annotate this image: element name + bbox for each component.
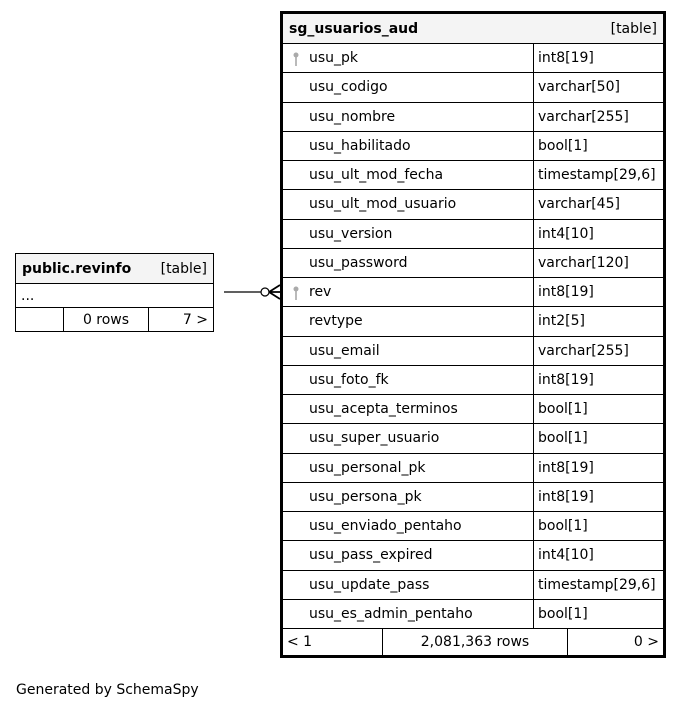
column-type: varchar[255] — [538, 108, 629, 125]
column-type: varchar[50] — [538, 79, 620, 96]
column-type: bool[1] — [538, 605, 588, 622]
table-row[interactable] — [283, 190, 663, 219]
table-row[interactable] — [283, 337, 663, 366]
column-name-cell — [283, 424, 534, 452]
column-name-cell — [283, 541, 534, 569]
column-name: usu_enviado_pentaho — [309, 518, 462, 535]
column-name-cell — [283, 190, 534, 218]
column-type: varchar[120] — [538, 254, 629, 271]
column-name-cell — [283, 73, 534, 101]
table-row[interactable] — [283, 220, 663, 249]
table-row[interactable] — [283, 132, 663, 161]
table-row[interactable] — [283, 424, 663, 453]
column-name-cell — [283, 249, 534, 277]
column-name: usu_update_pass — [309, 576, 430, 593]
column-name-cell — [283, 454, 534, 482]
column-type: varchar[45] — [538, 196, 620, 213]
column-name: rev — [309, 284, 332, 301]
table-public-revinfo[interactable] — [15, 253, 214, 332]
column-name-cell — [283, 278, 534, 306]
table-row[interactable] — [283, 571, 663, 600]
column-type: bool[1] — [538, 401, 588, 418]
column-type: int8[19] — [538, 488, 594, 505]
column-type: int8[19] — [538, 284, 594, 301]
table-row[interactable] — [283, 103, 663, 132]
column-name-cell — [283, 600, 534, 628]
key-icon — [293, 52, 299, 66]
column-name: usu_habilitado — [309, 137, 411, 154]
column-name: usu_foto_fk — [309, 371, 389, 388]
column-name-cell — [283, 132, 534, 160]
crows-foot-icon — [269, 285, 280, 299]
table-row[interactable] — [283, 395, 663, 424]
column-name: usu_personal_pk — [309, 459, 426, 476]
column-name-cell — [283, 395, 534, 423]
key-icon — [293, 286, 299, 300]
table-row[interactable] — [283, 512, 663, 541]
table-header — [283, 14, 663, 44]
column-name-cell — [283, 483, 534, 511]
table-row[interactable] — [283, 307, 663, 336]
column-name: revtype — [309, 313, 363, 330]
column-type: bool[1] — [538, 518, 588, 535]
column-name: usu_nombre — [309, 108, 396, 125]
column-name: usu_acepta_terminos — [309, 401, 458, 418]
column-name: usu_ult_mod_fecha — [309, 167, 444, 184]
column-list — [283, 44, 663, 629]
table-row[interactable] — [283, 278, 663, 307]
column-name: usu_pk — [309, 50, 359, 67]
column-name-cell — [283, 44, 534, 72]
parents-count[interactable] — [16, 308, 64, 331]
column-name: usu_pass_expired — [309, 547, 433, 564]
column-name-cell — [283, 366, 534, 394]
zero-cardinality-circle — [261, 288, 269, 296]
column-type: int4[10] — [538, 547, 594, 564]
table-row[interactable] — [283, 366, 663, 395]
column-name: usu_es_admin_pentaho — [309, 605, 473, 622]
column-name-cell — [283, 103, 534, 131]
column-type: timestamp[29,6] — [538, 576, 656, 593]
table-row[interactable] — [283, 161, 663, 190]
column-name: usu_version — [309, 225, 393, 242]
generated-by-note: Generated by SchemaSpy — [16, 682, 199, 698]
column-name-cell — [283, 220, 534, 248]
table-row[interactable] — [283, 541, 663, 570]
table-footer — [16, 308, 213, 331]
column-type: int8[19] — [538, 459, 594, 476]
column-name-cell — [283, 337, 534, 365]
column-type: varchar[255] — [538, 342, 629, 359]
parents-count[interactable]: < 1 — [283, 629, 383, 655]
column-name: usu_email — [309, 342, 380, 359]
table-row[interactable] — [283, 73, 663, 102]
column-name: usu_password — [309, 254, 408, 271]
children-count[interactable]: 7 > — [182, 311, 208, 328]
column-type: bool[1] — [538, 430, 588, 447]
table-row[interactable] — [283, 483, 663, 512]
column-type: int2[5] — [538, 313, 585, 330]
column-type: int8[19] — [538, 50, 594, 67]
table-name[interactable]: sg_usuarios_aud — [289, 20, 419, 37]
table-kind: [table] — [160, 260, 207, 277]
column-type: bool[1] — [538, 137, 588, 154]
table-footer — [283, 629, 663, 655]
column-name: usu_codigo — [309, 79, 388, 96]
column-name-cell — [283, 161, 534, 189]
table-row[interactable] — [283, 600, 663, 629]
table-kind: [table] — [610, 20, 657, 37]
column-type: timestamp[29,6] — [538, 167, 656, 184]
column-name: usu_ult_mod_usuario — [309, 196, 457, 213]
table-row[interactable] — [283, 44, 663, 73]
table-name[interactable]: public.revinfo — [22, 260, 132, 277]
table-header — [16, 254, 213, 284]
column-name-cell — [283, 571, 534, 599]
column-name-cell — [283, 512, 534, 540]
column-name-cell — [283, 307, 534, 335]
column-name: usu_persona_pk — [309, 488, 422, 505]
column-type: int4[10] — [538, 225, 594, 242]
children-count[interactable]: 0 > — [633, 634, 659, 650]
row-count: 0 rows — [64, 308, 149, 331]
table-row[interactable] — [283, 454, 663, 483]
table-sg-usuarios-aud[interactable] — [280, 11, 666, 658]
table-row[interactable] — [283, 249, 663, 278]
column-type: int8[19] — [538, 371, 594, 388]
collapsed-columns: ... — [16, 284, 213, 308]
row-count: 2,081,363 rows — [383, 629, 568, 655]
column-name: usu_super_usuario — [309, 430, 440, 447]
